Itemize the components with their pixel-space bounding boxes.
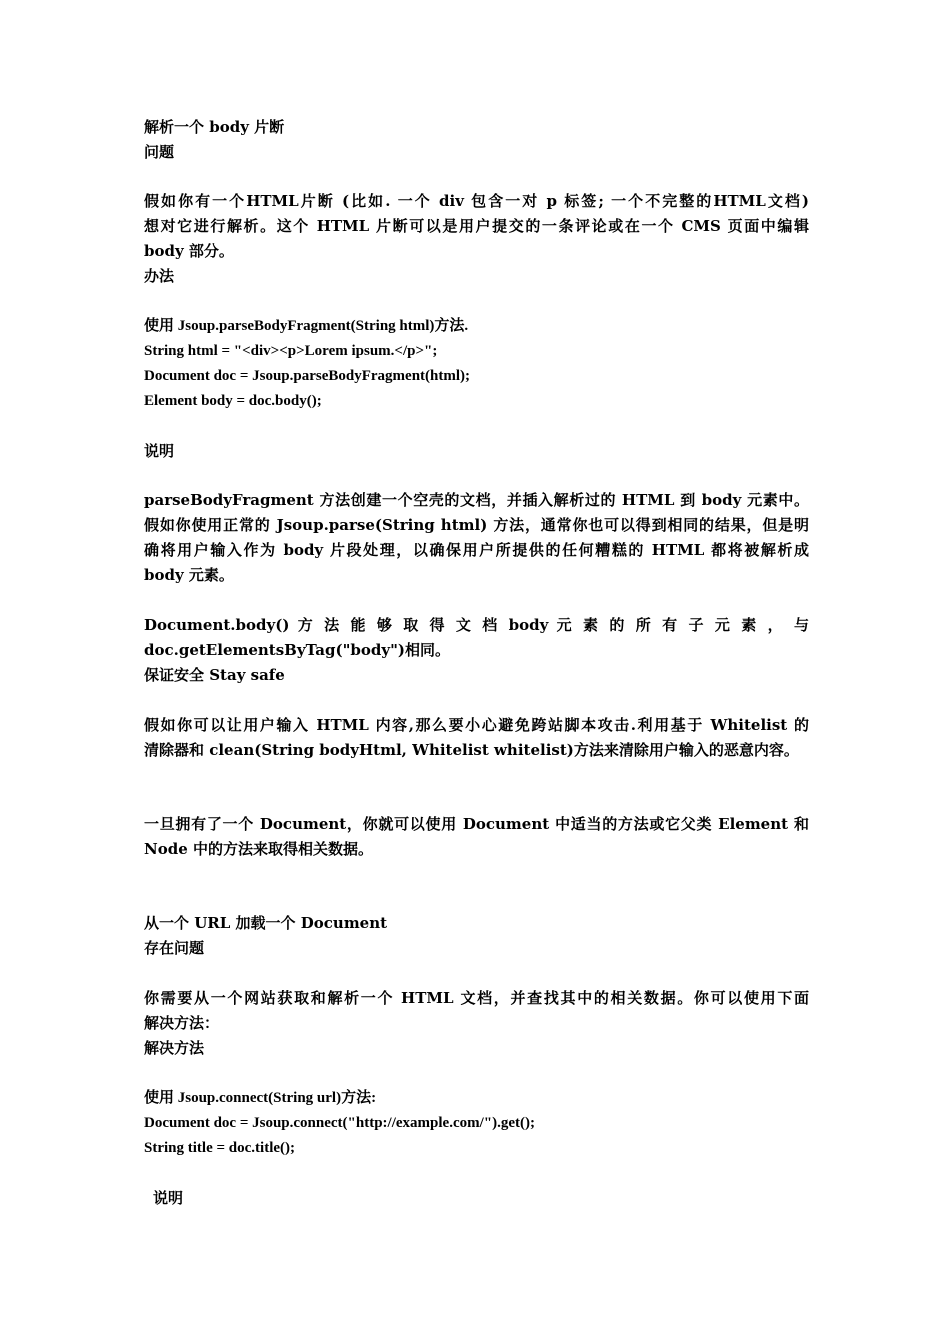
paragraph-line: 一旦拥有了一个 Document，你就可以使用 Document 中适当的方法或它父类 Element 和 [144, 815, 809, 833]
code-line: String title = doc.title(); [144, 1140, 296, 1156]
subheading-problem: 问题 [144, 143, 175, 161]
paragraph-line: 假如你有一个HTML片断 (比如. 一个 div 包含一对 p 标签; 一个不完整的HTML文档) [144, 192, 809, 210]
paragraph-line: 清除器和 clean(String bodyHtml, Whitelist whitelist)方法来清除用户输入的恶意内容。 [144, 741, 799, 759]
code-line: Element body = doc.body(); [144, 393, 322, 409]
paragraph-line: parseBodyFragment 方法创建一个空壳的文档，并插入解析过的 HTML 到 body 元素中。 [144, 491, 809, 509]
code-line: Document doc = Jsoup.connect("http://example.com/").get(); [144, 1115, 535, 1131]
subheading-explanation: 说明 [144, 442, 175, 460]
subheading-solution: 解决方法 [144, 1039, 205, 1057]
paragraph-line: 假如你使用正常的 Jsoup.parse(String html) 方法，通常你也可以得到相同的结果，但是明 [144, 516, 809, 534]
subheading-stay-safe: 保证安全 Stay safe [144, 666, 285, 684]
paragraph-line: 解决方法： [144, 1014, 220, 1032]
paragraph-line: 确将用户输入作为 body 片段处理，以确保用户所提供的任何糟糕的 HTML 都将被解析成 [144, 541, 809, 559]
section-heading-load-url: 从一个 URL 加载一个 Document [144, 914, 388, 932]
paragraph-line: body 部分。 [144, 242, 234, 260]
paragraph-line: body 元素。 [144, 566, 234, 584]
code-line: String html = "<div><p>Lorem ipsum.</p>"; [144, 343, 438, 359]
paragraph-line: 你需要从一个网站获取和解析一个 HTML 文档，并查找其中的相关数据。你可以使用下面 [144, 989, 809, 1007]
subheading-solution: 办法 [144, 267, 175, 285]
code-line: Document doc = Jsoup.parseBodyFragment(html); [144, 368, 471, 384]
paragraph-line: 想对它进行解析。这个 HTML 片断可以是用户提交的一条评论或在一个 CMS 页面中编辑 [144, 217, 809, 235]
paragraph-line: doc.getElementsByTag("body")相同。 [144, 641, 451, 659]
section-heading-parse-body-fragment: 解析一个 body 片断 [144, 118, 285, 136]
paragraph-line: Document.body() 方 法 能 够 取 得 文 档 body 元 素 的 所 有 子 元 素 ， 与 [144, 616, 809, 634]
code-line: 使用 Jsoup.connect(String url)方法: [144, 1090, 377, 1106]
paragraph-line: 假如你可以让用户输入 HTML 内容,那么要小心避免跨站脚本攻击.利用基于 Whitelist 的 [144, 716, 809, 734]
subheading-explanation: 说明 [153, 1189, 184, 1207]
code-line: 使用 Jsoup.parseBodyFragment(String html)方法. [144, 318, 469, 334]
subheading-problem: 存在问题 [144, 939, 205, 957]
paragraph-line: Node 中的方法来取得相关数据。 [144, 840, 373, 858]
